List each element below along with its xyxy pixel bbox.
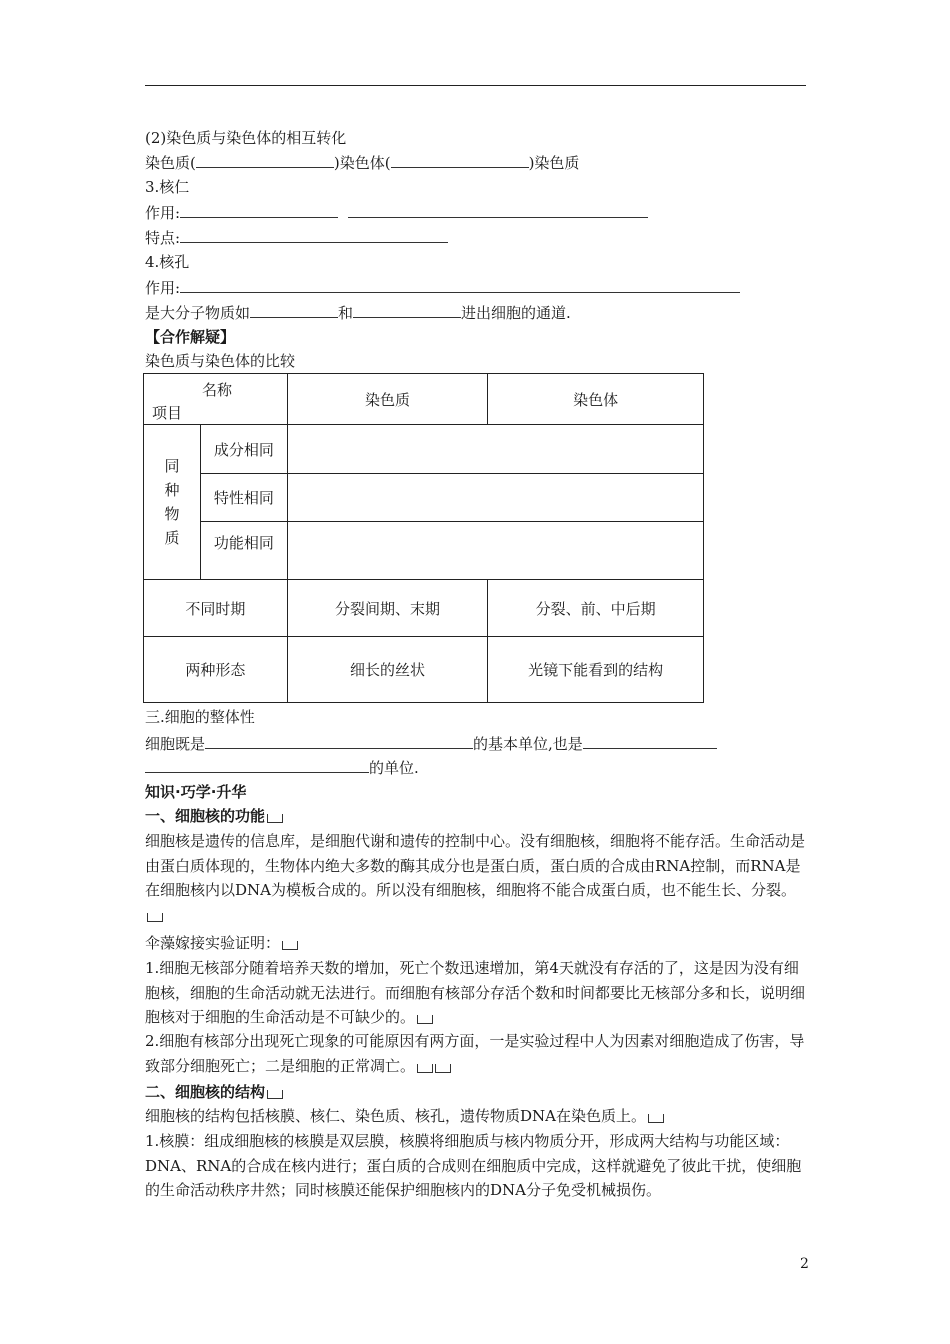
- blank-field: [180, 227, 448, 243]
- header-chromatin: 染色质: [287, 374, 488, 425]
- blank-field: [196, 152, 334, 168]
- blank-field: [353, 302, 461, 318]
- header-item: 项目: [152, 404, 183, 422]
- section-mark-icon: [417, 1064, 433, 1073]
- row-form-label: 两种形态: [144, 637, 288, 703]
- page-number: 2: [800, 1256, 809, 1272]
- pore-channel-line: 是大分子物质如 和 进出细胞的通道.: [145, 304, 571, 322]
- blank-field: [250, 302, 338, 318]
- section1-title: 一、细胞核的功能: [145, 806, 283, 826]
- table-row: [144, 637, 704, 703]
- blank-field: [205, 733, 473, 749]
- section1-paragraph: 细胞核是遗传的信息库，是细胞代谢和遗传的控制中心。没有细胞核，细胞将不能存活。生命活动是由蛋白质体现的，生物体内绝大多数的酶其成分也是蛋白质，蛋白质的合成由RNA控制，而RNA是在细胞核内以DNA为模板合成的。所以没有细胞核，细胞将不能合成蛋白质，也不能生长、分裂。: [145, 829, 813, 927]
- diagonal-header-cell: [144, 374, 288, 425]
- comparison-table: [143, 373, 704, 703]
- section2-structure-title: 二、细胞核的结构: [145, 1082, 283, 1102]
- section2-intro: 细胞核的结构包括核膜、核仁、染色质、核孔，遗传物质DNA在染色质上。: [145, 1106, 664, 1126]
- blank-field: [180, 202, 338, 218]
- section-mark-icon: [282, 941, 298, 950]
- blank-field: [145, 757, 369, 773]
- section-mark-icon: [147, 913, 163, 922]
- nucleolus-feature-line: 特点:: [145, 227, 448, 248]
- wholeness-line-1: 细胞既是 的基本单位,也是: [145, 733, 717, 754]
- row-period-label: 不同时期: [144, 580, 288, 637]
- experiment-title: 伞藻嫁接实验证明：: [145, 933, 298, 953]
- section-mark-icon: [648, 1114, 664, 1123]
- nucleolus-title: 3.核仁: [145, 178, 190, 196]
- header-rule: [145, 85, 806, 86]
- table-cell-empty: [287, 474, 703, 522]
- section-mark-icon: [267, 814, 283, 823]
- row-composition: 成分相同: [200, 425, 287, 474]
- table-row: [144, 425, 704, 474]
- row-function: 功能相同: [200, 522, 287, 580]
- blank-field: [348, 202, 648, 218]
- table-row: [144, 474, 704, 522]
- section-mark-icon: [435, 1064, 451, 1073]
- knowledge-heading: 知识·巧学·升华: [145, 783, 247, 801]
- same-substance-label: 同 种 物 质: [144, 425, 201, 580]
- header-chromosome: 染色体: [488, 374, 704, 425]
- wholeness-line-2: 的单位.: [145, 757, 419, 778]
- blank-field: [391, 152, 529, 168]
- table-row: [144, 580, 704, 637]
- row-form-chromatin: 细长的丝状: [287, 637, 488, 703]
- pore-function-line: 作用:: [145, 277, 740, 298]
- row-form-chromosome: 光镜下能看到的结构: [488, 637, 704, 703]
- table-cell-empty: [287, 522, 703, 580]
- header-name: 名称: [202, 381, 233, 399]
- table-row: [144, 522, 704, 580]
- row-property: 特性相同: [200, 474, 287, 522]
- table-caption: 染色质与染色体的比较: [145, 352, 296, 370]
- pore-title: 4.核孔: [145, 253, 190, 271]
- nucleolus-function-line: 作用:: [145, 202, 648, 223]
- row-period-chromatin: 分裂间期、末期: [287, 580, 488, 637]
- section2-heading: (2)染色质与染色体的相互转化: [145, 129, 347, 147]
- section2-conversion-line: 染色质( )染色体( )染色质: [145, 154, 580, 172]
- row-period-chromosome: 分裂、前、中后期: [488, 580, 704, 637]
- table-cell-empty: [287, 425, 703, 474]
- blank-field: [583, 733, 717, 749]
- section-mark-icon: [417, 1015, 433, 1024]
- point-3: 1.核膜：组成细胞核的核膜是双层膜，核膜将细胞质与核内物质分开，形成两大结构与功能区域：DNA、RNA的合成在核内进行；蛋白质的合成则在细胞质中完成，这样就避免了彼此干扰，使细胞的生命活动秩序井然；同时核膜还能保护细胞核内的DNA分子免受机械损伤。: [145, 1132, 802, 1199]
- point-1: 1.细胞无核部分随着培养天数的增加，死亡个数迅速增加，第4天就没有存活的了，这是因为没有细胞核，细胞的生命活动就无法进行。而细胞有核部分存活个数和时间都要比无核部分多和长，说明细胞核对于细胞的生命活动是不可缺少的。: [145, 959, 806, 1026]
- section-mark-icon: [267, 1090, 283, 1099]
- coop-heading: 【合作解疑】: [145, 328, 236, 346]
- point-2: 2.细胞有核部分出现死亡现象的可能原因有两方面，一是实验过程中人为因素对细胞造成了伤害，导致部分细胞死亡；二是细胞的正常凋亡。: [145, 1032, 805, 1075]
- table-header-row: [144, 374, 704, 425]
- blank-field: [180, 277, 740, 293]
- wholeness-title: 三.细胞的整体性: [145, 708, 255, 726]
